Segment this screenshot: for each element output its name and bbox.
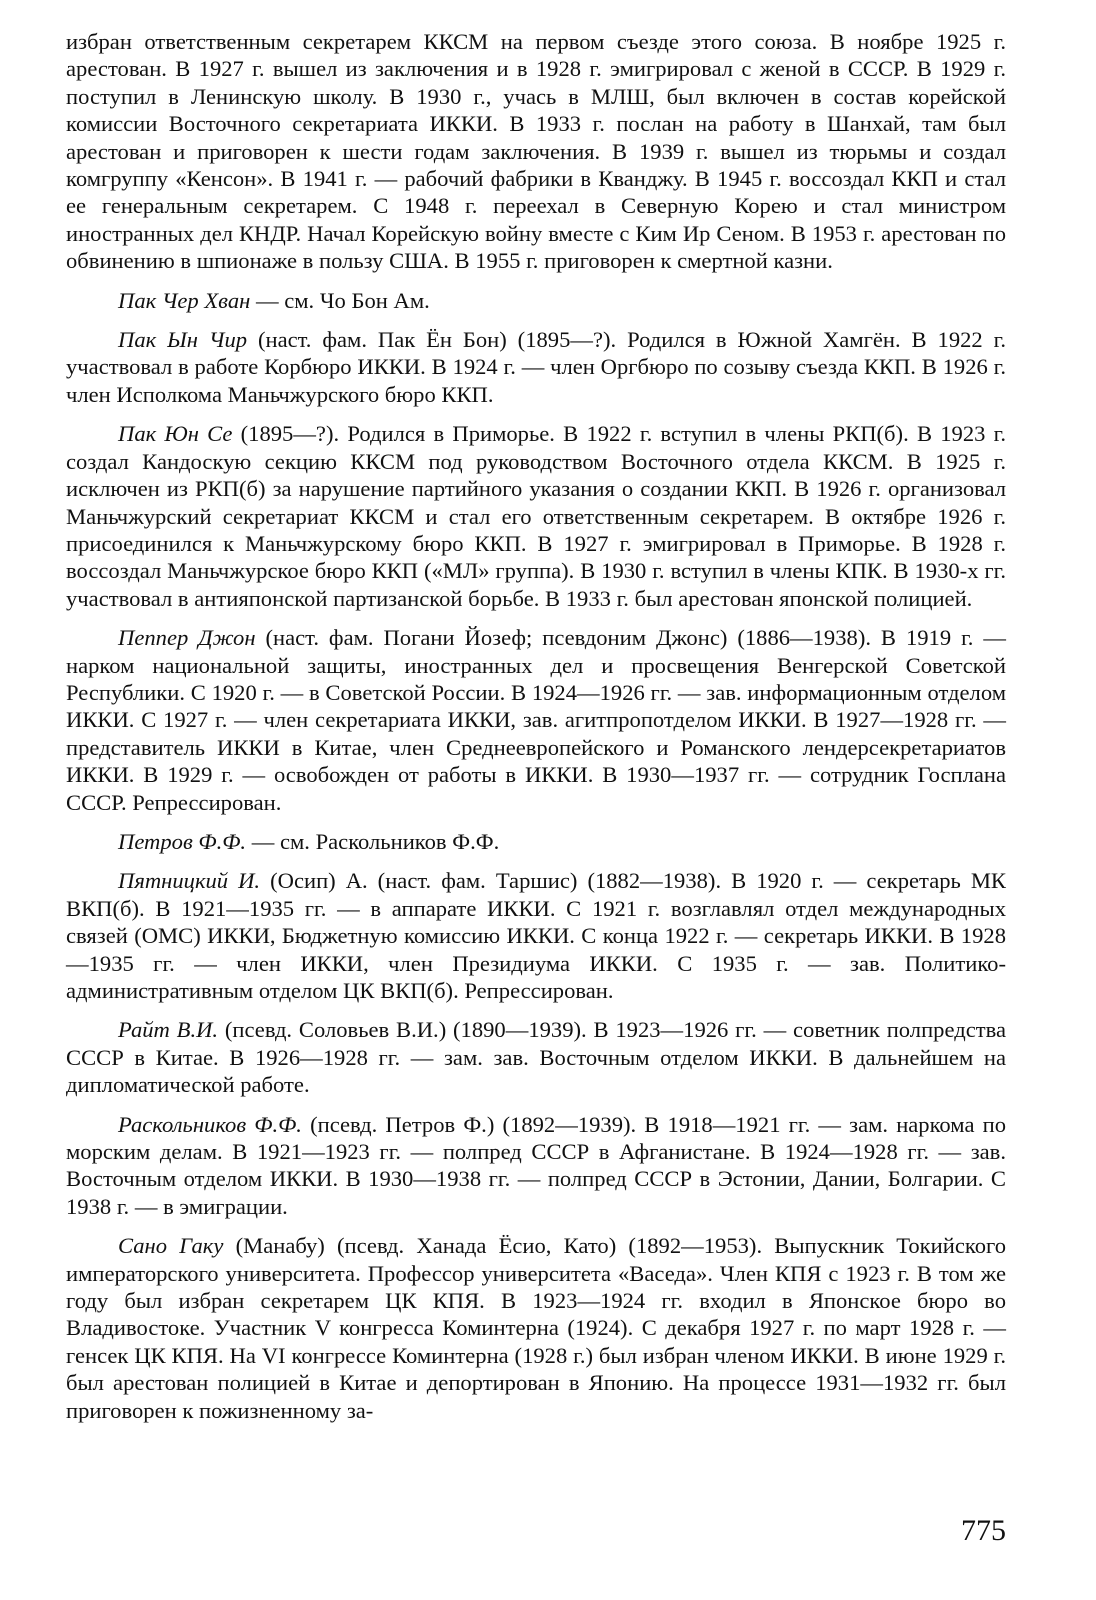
entry-rayt <box>66 1016 1006 1098</box>
page-number: 775 <box>961 1514 1006 1547</box>
entry-name: Петров Ф.Ф. <box>118 828 247 854</box>
entry-text: (1895—?). Родился в Приморье. В 1922 г. вступил в члены РКП(б). В 1923 г. создал Кандоскую секцию ККСМ под руководством Восточного отдела ККСМ. В 1925 г. исключен из РКП(б) за нарушение партийного указания о создании ККП. В 1926 г. организовал Маньчжурский секретариат ККСМ и стал его ответственным секретарем. В октябре 1926 г. присоединился к Маньчжурскому бюро ККП. В 1927 г. эмигрировал в Приморье. В 1928 г. воссоздал Маньчжурское бюро ККП («МЛ» группа). В 1930 г. вступил в члены КПК. В 1930-х гг. участвовал в антияпонской партизанской борьбе. В 1933 г. был арестован японской полицией. <box>66 421 1006 611</box>
entry-petrov <box>66 828 1006 855</box>
entry-name: Пак Ын Чир <box>118 327 248 353</box>
entry-name: Сано Гаку <box>118 1233 224 1259</box>
entry-name: Раскольников Ф.Ф. <box>118 1111 302 1137</box>
entry-text: (наст. фам. Пак Ён Бон) (1895—?). Родился в Южной Хамгён. В 1922 г. участвовал в работе Корбюро ИККИ. В 1924 г. — член Оргбюро по созыву съезда ККП. В 1926 г. член Исполкома Маньчжурского бюро ККП. <box>66 327 1006 407</box>
entry-pak-yn-chir <box>66 326 1006 408</box>
continued-entry-text: избран ответственным секретарем ККСМ на первом съезде этого союза. В ноябре 1925 г. арестован. В 1927 г. вышел из заключения и в 1928 г. эмигрировал с женой в СССР. В 1929 г. поступил в Ленинскую школу. В 1930 г., учась в МЛШ, был включен в состав корейской комиссии Восточного секретариата ИККИ. В 1933 г. послан на работу в Шанхай, там был арестован и приговорен к шести годам заключения. В 1939 г. вышел из тюрьмы и создал комгруппу «Кенсон». В 1941 г. — рабочий фабрики в Кванджу. В 1945 г. воссоздал ККП и стал ее генеральным секретарем. С 1948 г. переехал в Северную Корею и стал министром иностранных дел КНДР. Начал Корейскую войну вместе с Ким Ир Сеном. В 1953 г. арестован по обвинению в шпионаже в пользу США. В 1955 г. приговорен к смертной казни. <box>66 29 1006 274</box>
entry-name: Пак Юн Се <box>118 421 233 447</box>
entry-text: (псевд. Петров Ф.) (1892—1939). В 1918—1921 гг. — зам. наркома по морским делам. В 1921—1923 гг. — полпред СССР в Афганистане. В 1924—1928 гг. — зав. Восточным отделом ИККИ. В 1930—1938 гг. — полпред СССР в Эстонии, Дании, Болгарии. С 1938 г. — в эмиграции. <box>66 1111 1007 1219</box>
entry-sano-gaku <box>66 1232 1006 1424</box>
entry-raskolnikov <box>66 1111 1006 1221</box>
entry-pyatnitsky <box>66 867 1006 1004</box>
entry-name: Райт В.И. <box>118 1017 219 1043</box>
entry-pak-yun-se <box>66 420 1006 612</box>
entry-text: — см. Раскольников Ф.Ф. <box>246 828 500 854</box>
entry-text: — см. Чо Бон Ам. <box>250 287 430 313</box>
entry-pak-cher-hvan <box>66 287 1006 314</box>
page-text <box>66 28 1006 1436</box>
entry-text: (псевд. Соловьев В.И.) (1890—1939). В 1923—1926 гг. — советник полпредства СССР в Китае. В 1926—1928 гг. — зам. зав. Восточным отделом ИККИ. В дальнейшем на дипломатической работе. <box>66 1017 1006 1098</box>
entry-text: (Осип) А. (наст. фам. Таршис) (1882—1938). В 1920 г. — секретарь МК ВКП(б). В 1921—1935 гг. — в аппарате ИККИ. С 1921 г. возглавлял отдел международных связей (ОМС) ИККИ, Бюджетную комиссию ИККИ. С конца 1922 г. — секретарь ИККИ. В 1928—1935 гг. — член ИККИ, член Президиума ИККИ. С 1935 г. — зав. Политико-административным отделом ЦК ВКП(б). Репрессирован. <box>66 868 1006 1003</box>
entry-name: Пятницкий И. <box>118 868 261 894</box>
entry-name: Пеппер Джон <box>118 625 256 651</box>
entry-text: (Манабу) (псевд. Ханада Ёсио, Като) (1892—1953). Выпускник Токийского императорского университета. Профессор университета «Васеда». Член КПЯ с 1923 г. В том же году был избран секретарем ЦК КПЯ. В 1923—1924 гг. входил в Японское бюро во Владивостоке. Участник V конгресса Коминтерна (1924). С декабря 1927 г. по март 1928 г. — генсек ЦК КПЯ. На VI конгрессе Коминтерна (1928 г.) был избран членом ИККИ. В июне 1929 г. был арестован полицией в Китае и депортирован в Японию. На процессе 1931—1932 гг. был приговорен к пожизненному за- <box>66 1233 1006 1423</box>
entry-name: Пак Чер Хван <box>118 287 251 313</box>
entry-text: (наст. фам. Погани Йозеф; псевдоним Джонс) (1886—1938). В 1919 г. — нарком национальной защиты, иностранных дел и просвещения Венгерской Советской Республики. С 1920 г. — в Советской России. В 1924—1926 гг. — зав. информационным отделом ИККИ. С 1927 г. — член секретариата ИККИ, зав. агитпропотделом ИККИ. В 1927—1928 гг. — представитель ИККИ в Китае, член Среднеевропейского и Романского лендерсекретариатов ИККИ. В 1929 г. — освобожден от работы в ИККИ. В 1930—1937 гг. — сотрудник Госплана СССР. Репрессирован. <box>66 625 1006 815</box>
entry-pepper-dzhon <box>66 624 1006 816</box>
